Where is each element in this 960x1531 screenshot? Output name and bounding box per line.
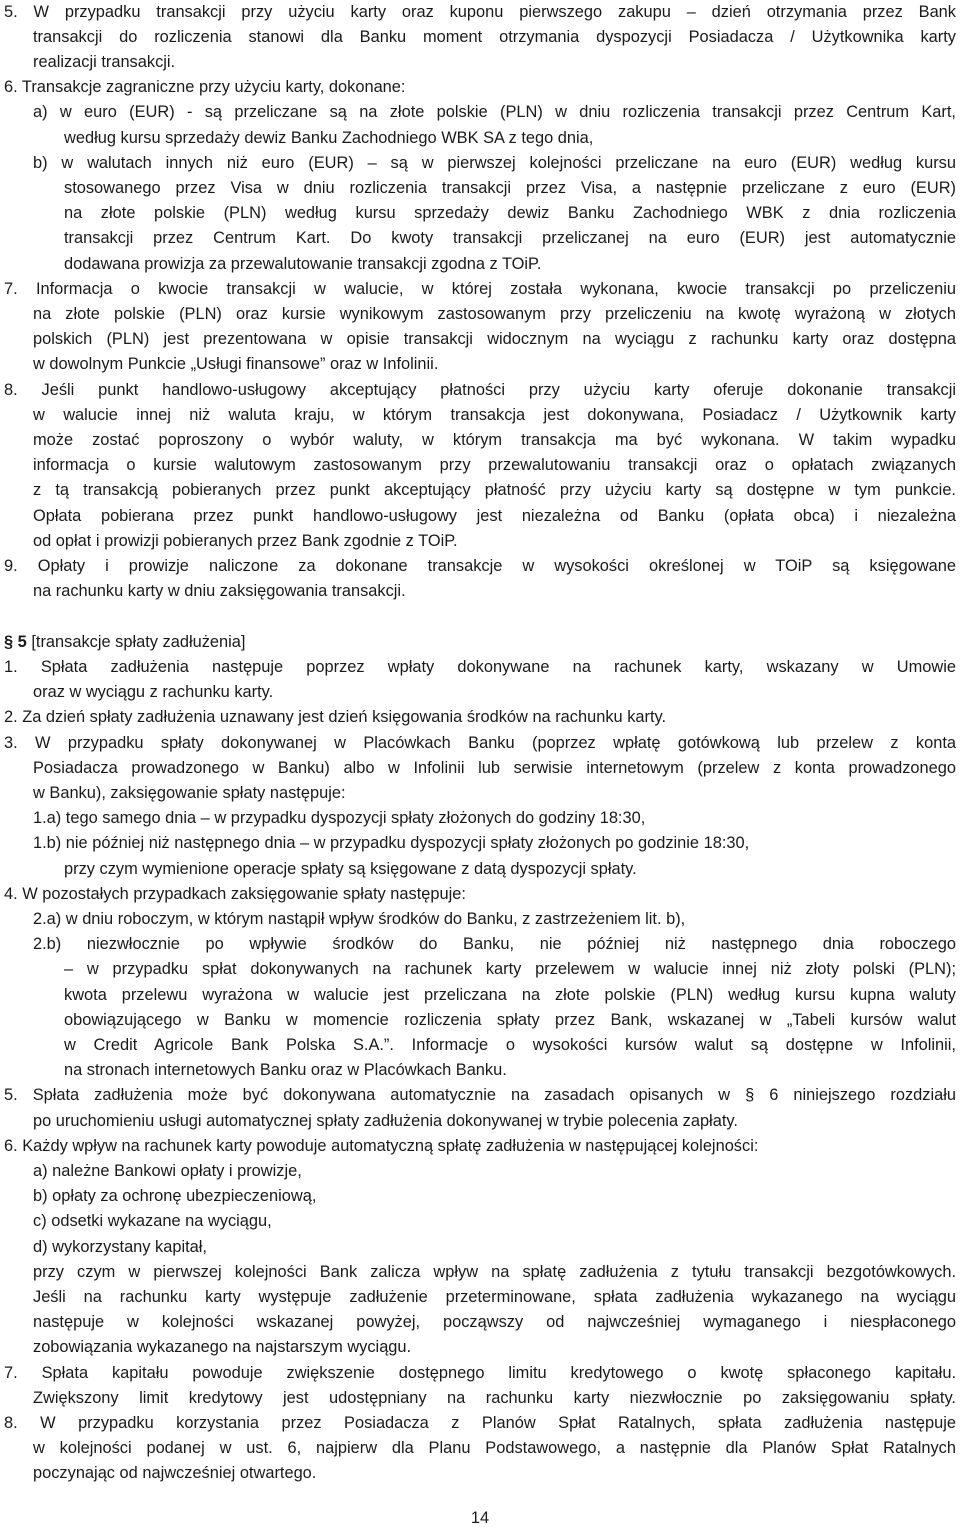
text-line: 5. W przypadku transakcji przy użyciu karty oraz kuponu pierwszego zakupu – dzień otrzymania przez Bank — [4, 3, 956, 21]
text-line: Opłata pobierana przez punkt handlowo-usługowy jest niezależna od Banku (opłata obca) i niezależna — [33, 507, 956, 525]
text-line: transakcji przez Centrum Kart. Do kwoty transakcji przeliczanej na euro (EUR) jest automatycznie — [64, 229, 956, 247]
text-line: polskich (PLN) jest prezentowana w opisie transakcji widocznym na wyciągu z rachunku karty oraz dostępna — [33, 330, 956, 348]
section-title: [transakcje spłaty zadłużenia] — [31, 633, 246, 651]
text-line: a) w euro (EUR) - są przeliczane są na złote polskie (PLN) w dniu rozliczenia transakcji przez Centrum Kart, — [33, 103, 956, 121]
text-line: 8. Jeśli punkt handlowo-usługowy akceptujący płatności przy użyciu karty oferuje dokonanie transakcji — [4, 381, 956, 399]
text-line: oraz w wyciągu z rachunku karty. — [33, 683, 274, 701]
text-line: 6. Transakcje zagraniczne przy użyciu karty, dokonane: — [4, 78, 406, 96]
text-line: może zostać poproszony o wybór waluty, w którym transakcja ma być wykonana. W takim wypadku — [33, 431, 956, 449]
text-line: od opłat i prowizji pobieranych przez Bank zgodnie z TOiP. — [33, 532, 458, 550]
text-line: 8. W przypadku korzystania przez Posiadacza z Planów Spłat Ratalnych, spłata zadłużenia następuje — [4, 1414, 956, 1432]
text-line: w kolejności podanej w ust. 6, najpierw dla Planu Podstawowego, a następnie dla Planów Spłat Ratalnych — [33, 1439, 956, 1457]
text-line: według kursu sprzedaży dewiz Banku Zachodniego WBK SA z tego dnia, — [64, 129, 594, 147]
text-line: przy czym w pierwszej kolejności Bank zalicza wpływ na spłatę zadłużenia z tytułu transakcji bezgotówkowych. — [33, 1263, 956, 1281]
text-line: 5. Spłata zadłużenia może być dokonywana automatycznie na zasadach opisanych w § 6 niniejszego rozdziału — [4, 1086, 956, 1104]
text-line: 4. W pozostałych przypadkach zaksięgowanie spłaty następuje: — [4, 885, 466, 903]
text-line: poczynając od najwcześniej otwartego. — [33, 1464, 317, 1482]
text-line: b) w walutach innych niż euro (EUR) – są w pierwszej kolejności przeliczane na euro (EUR) według kursu — [33, 154, 956, 172]
text-line: informacja o kursie walutowym zastosowanym przy przewalutowaniu transakcji oraz o opłatach związanych — [33, 456, 956, 474]
text-line: 6. Każdy wpływ na rachunek karty powoduje automatyczną spłatę zadłużenia w następującej kolejności: — [4, 1137, 759, 1155]
text-line: stosowanego przez Visa w dniu rozliczenia transakcji przez Visa, a następnie przeliczane z euro (EUR) — [64, 179, 956, 197]
text-line: 2.b) niezwłocznie po wpływie środków do Banku, nie później niż następnego dnia roboczego — [33, 935, 956, 953]
text-line: 7. Spłata kapitału powoduje zwiększenie dostępnego limitu kredytowego o kwotę spłaconego kapitału. — [4, 1364, 956, 1382]
page-number: 14 — [470, 1509, 490, 1527]
text-line: 3. W przypadku spłaty dokonywanej w Placówkach Banku (poprzez wpłatę gotówkową lub przelew z konta — [4, 734, 956, 752]
text-line: w walucie innej niż waluta kraju, w którym transakcja jest dokonywana, Posiadacz / Użytkownik karty — [33, 406, 956, 424]
text-line: dodawana prowizja za przewalutowanie transakcji zgodna z TOiP. — [64, 255, 542, 273]
text-line: 7. Informacja o kwocie transakcji w walucie, w której została wykonana, kwocie transakcji po przeliczeniu — [4, 280, 956, 298]
text-line: na rachunku karty w dniu zaksięgowania transakcji. — [33, 582, 406, 600]
text-line: 2. Za dzień spłaty zadłużenia uznawany jest dzień księgowania środków na rachunku karty. — [4, 708, 667, 726]
text-line: 1.a) tego samego dnia – w przypadku dyspozycji spłaty złożonych do godziny 18:30, — [33, 809, 646, 827]
text-line: 1.b) nie później niż następnego dnia – w przypadku dyspozycji spłaty złożonych po godzinie 18:30, — [33, 834, 750, 852]
text-line: na złote polskie (PLN) oraz kursie wynikowym zastosowanym przy przeliczeniu na kwotę wyrażoną w złotych — [33, 305, 956, 323]
text-line: 1. Spłata zadłużenia następuje poprzez wpłaty dokonywane na rachunek karty, wskazany w Umowie — [4, 658, 956, 676]
text-line: b) opłaty za ochronę ubezpieczeniową, — [33, 1187, 317, 1205]
text-line: 9. Opłaty i prowizje naliczone za dokonane transakcje w wysokości określonej w TOiP są księgowane — [4, 557, 956, 575]
text-line: Jeśli na rachunku karty występuje zadłużenie przeterminowane, spłata zadłużenia wykazanego na wyciągu — [33, 1288, 956, 1306]
text-line: Posiadacza prowadzonego w Banku) albo w Infolinii lub serwisie internetowym (przelew z konta prowadzonego — [33, 759, 956, 777]
text-line: zobowiązania wykazanego na najstarszym wyciągu. — [33, 1338, 412, 1356]
text-line: a) należne Bankowi opłaty i prowizje, — [33, 1162, 302, 1180]
text-line: przy czym wymienione operacje spłaty są księgowane z datą dyspozycji spłaty. — [64, 860, 637, 878]
text-line: na złote polskie (PLN) według kursu sprzedaży dewiz Banku Zachodniego WBK z dnia rozliczenia — [64, 204, 956, 222]
text-line: Zwiększony limit kredytowy jest udostępniany na rachunku karty niezwłocznie po zaksięgowaniu spłaty. — [33, 1389, 956, 1407]
text-line: – w przypadku spłat dokonywanych na rachunek karty przelewem w walucie innej niż złoty polski (PLN); — [64, 960, 956, 978]
section-heading — [4, 630, 245, 655]
text-line: na stronach internetowych Banku oraz w Placówkach Banku. — [64, 1061, 507, 1079]
text-line: c) odsetki wykazane na wyciągu, — [33, 1212, 272, 1230]
text-line: następuje w kolejności wskazanej powyżej, począwszy od najwcześniej wymaganego i niespłaconego — [33, 1313, 956, 1331]
text-line: d) wykorzystany kapitał, — [33, 1238, 207, 1256]
text-line: z tą transakcją pobieranych przez punkt akceptujący płatność przy użyciu karty są dostępne w tym punkcie. — [33, 481, 956, 499]
text-line: w Credit Agricole Bank Polska S.A.”. Informacje o wysokości kursów walut są dostępne w Infolinii, — [64, 1036, 956, 1054]
text-line: w Banku), zaksięgowanie spłaty następuje: — [33, 784, 346, 802]
section-number: § 5 — [4, 633, 27, 651]
text-line: 2.a) w dniu roboczym, w którym nastąpił wpływ środków do Banku, z zastrzeżeniem lit. b), — [33, 910, 686, 928]
text-line: obowiązującego w Banku w momencie rozliczenia spłaty przez Bank, wskazanej w „Tabeli kursów walut — [64, 1011, 956, 1029]
text-line: w dowolnym Punkcie „Usługi finansowe” oraz w Infolinii. — [33, 355, 439, 373]
text-line: transakcji do rozliczenia stanowi dla Banku moment otrzymania dyspozycji Posiadacza / Użytkownika karty — [33, 28, 956, 46]
text-line: kwota przelewu wyrażona w walucie jest przeliczana na złote polskie (PLN) według kursu kupna waluty — [64, 986, 956, 1004]
text-line: realizacji transakcji. — [33, 53, 176, 71]
text-line: po uruchomieniu usługi automatycznej spłaty zadłużenia dokonywanej w trybie polecenia zapłaty. — [33, 1112, 738, 1130]
